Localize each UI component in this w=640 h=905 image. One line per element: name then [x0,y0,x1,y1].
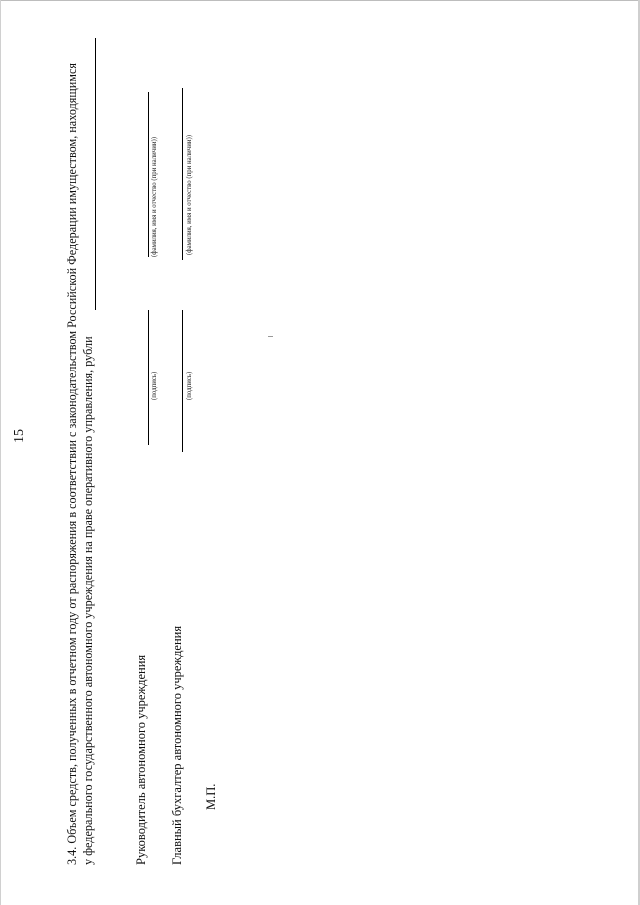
accountant-name-hint: (фамилия, имя и отчество (при наличии)) [186,134,193,255]
section-text-line-2: у федерального государственного автономного учреждения на праве оперативного управления, рубли [81,336,95,865]
accountant-name-line [182,88,183,260]
head-signature-line [148,310,149,445]
head-signature-hint: (подпись) [151,371,158,400]
page-number: 15 [12,429,27,443]
accountant-signature-line [182,310,183,452]
head-label: Руководитель автономного учреждения [134,654,148,865]
section-text-line-1: 3.4. Объем средств, полученных в отчетном году от распоряжения в соответствии с законодательством Российской Федерации имуществом, находящимся [65,62,79,865]
amount-value-line [95,38,96,310]
head-name-line [148,92,149,257]
accountant-signature-hint: (подпись) [186,371,193,400]
head-name-hint: (фамилия, имя и отчество (при наличии)) [151,136,158,257]
stamp-label: М.П. [204,783,218,810]
accountant-label: Главный бухгалтер автономного учреждения [170,625,184,865]
scan-speck [268,336,273,337]
